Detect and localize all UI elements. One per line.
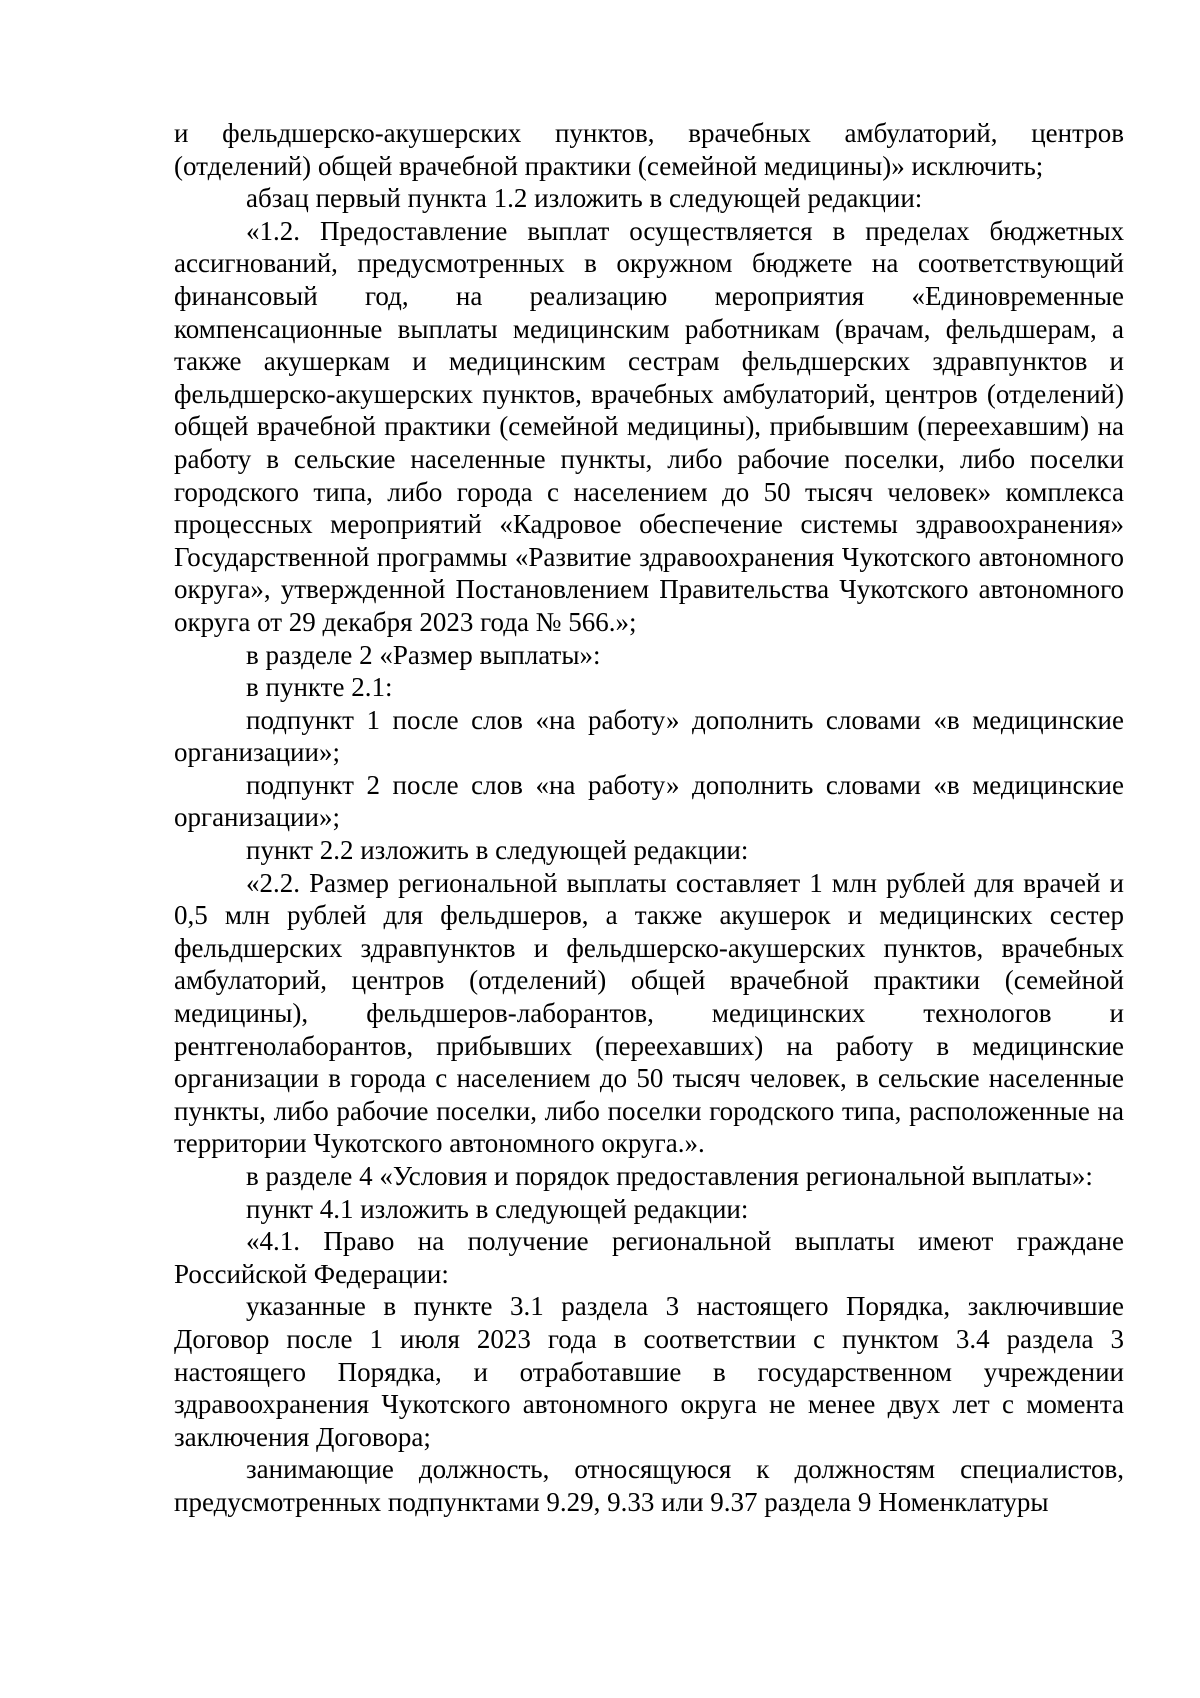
paragraph-clause-1-2: «1.2. Предоставление выплат осуществляется в пределах бюджетных ассигнований, предусмотренных в окружном бюджете на соответствующий финансовый год, на реализацию мероприятия «Единовременные компенсационные выплаты медицинским работникам (врачам, фельдшерам, а также акушеркам и медицинским сестрам фельдшерских здравпунктов и фельдшерско-акушерских пунктов, врачебных амбулаторий, центров (отделений) общей врачебной практики (семейной медицины), прибывшим (переехавшим) на работу в сельские населенные пункты, либо рабочие поселки, либо поселки городского типа, либо города с населением до 50 тысяч человек» комплекса процессных мероприятий «Кадровое обеспечение системы здравоохранения» Государственной программы «Развитие здравоохранения Чукотского автономного округа», утвержденной Постановлением Правительства Чукотского автономного округа от 29 декабря 2023 года № 566.»;	[174, 215, 1124, 637]
paragraph-section-2-heading: в разделе 2 «Размер выплаты»:	[246, 639, 601, 670]
paragraph-amend-1-2-intro: абзац первый пункта 1.2 изложить в следующей редакции:	[246, 183, 923, 214]
paragraph-subpoint-1: подпункт 1 после слов «на работу» дополнить словами «в медицинские организации»;	[174, 704, 1124, 768]
paragraph-amend-2-2-intro: пункт 2.2 изложить в следующей редакции:	[246, 835, 749, 866]
paragraph-condition-1: указанные в пункте 3.1 раздела 3 настоящего Порядка, заключившие Договор после 1 июля 2023 года в соответствии с пунктом 3.4 раздела 3 настоящего Порядка, и отработавшие в государственном учреждении здравоохранения Чукотского автономного округа не менее двух лет с момента заключения Договора;	[174, 1291, 1124, 1452]
paragraph-continuation: и фельдшерско-акушерских пунктов, врачебных амбулаторий, центров (отделений) общей врачебной практики (семейной медицины)» исключить;	[174, 118, 1124, 181]
document-body	[174, 117, 1124, 1519]
paragraph-point-2-1: в пункте 2.1:	[246, 672, 393, 703]
paragraph-clause-2-2: «2.2. Размер региональной выплаты составляет 1 млн рублей для врачей и 0,5 млн рублей для фельдшеров, а также акушерок и медицинских сестер фельдшерских здравпунктов и фельдшерско-акушерских пунктов, врачебных амбулаторий, центров (отделений) общей врачебной практики (семейной медицины), фельдшеров-лаборантов, медицинских технологов и рентгенолаборантов, прибывших (переехавших) на работу в медицинские организации в города с населением до 50 тысяч человек, в сельские населенные пункты, либо рабочие поселки, либо поселки городского типа, расположенные на территории Чукотского автономного округа.».	[174, 867, 1124, 1159]
paragraph-clause-4-1: «4.1. Право на получение региональной выплаты имеют граждане Российской Федерации:	[174, 1226, 1124, 1289]
paragraph-section-4-heading: в разделе 4 «Условия и порядок предоставления региональной выплаты»:	[246, 1161, 1093, 1191]
paragraph-subpoint-2: подпункт 2 после слов «на работу» дополнить словами «в медицинские организации»;	[174, 769, 1124, 833]
paragraph-condition-2: занимающие должность, относящуюся к должностям специалистов, предусмотренных подпунктами 9.29, 9.33 или 9.37 раздела 9 Номенклатуры	[174, 1454, 1124, 1517]
paragraph-amend-4-1-intro: пункт 4.1 изложить в следующей редакции:	[246, 1193, 749, 1224]
